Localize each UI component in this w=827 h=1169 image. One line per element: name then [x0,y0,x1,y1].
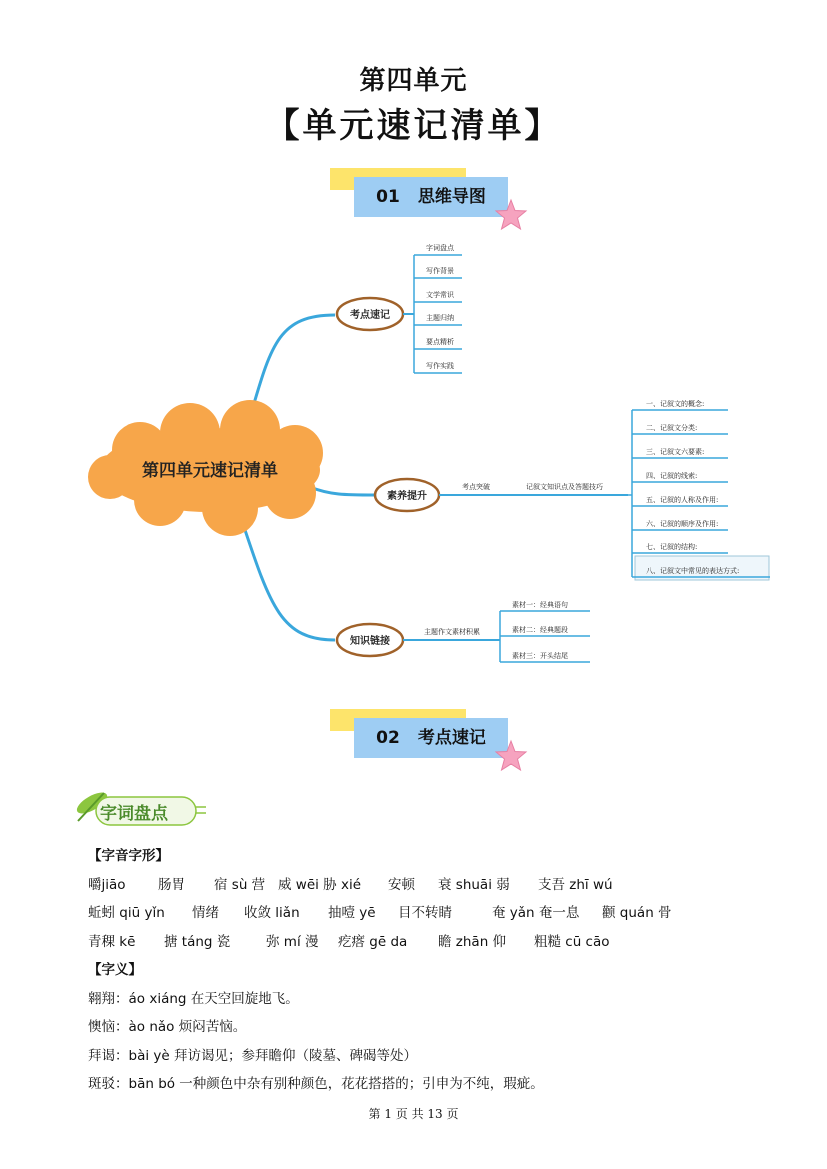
word-item: 衰 shuāi 弱 [438,876,510,893]
pronunciation-row [88,871,738,900]
page-subtitle: 【单元速记清单】 [265,106,562,146]
branch-label: 素养提升 [387,491,427,502]
word-item: 弥 mí 漫 [266,933,319,950]
leaf-item: 五、记叙的人称及作用: [646,496,719,504]
branch2-link-label: 记叙文知识点及答题技巧 [526,483,603,491]
banner-label-box [354,718,508,758]
word-item: 安顿 [388,876,415,893]
word-item: 嚼jiāo [88,876,126,893]
meaning-line: 懊恼：ào nǎo 烦闷苦恼。 [88,1019,247,1035]
study-content [88,842,738,1099]
branch-zhishi [337,611,500,662]
branch2-leaf-list [632,399,770,580]
pronunciation-heading: 【字音字形】 [88,848,169,864]
word-item: 青稞 kē [88,933,136,950]
banner-label-box [354,177,508,217]
leaf-item: 文学常识 [426,291,454,299]
branch-label: 知识链接 [350,636,390,647]
root-cloud [88,400,323,536]
word-item: 疙瘩 gē da [338,933,408,950]
page-title: 第四单元 [359,66,468,96]
branch3-link-label: 主题作文素材积累 [424,628,480,636]
pronunciation-row [88,899,738,928]
word-item: 粗糙 cū cāo [534,933,610,950]
word-item: 情绪 [192,905,219,921]
branch-curve [240,515,335,640]
leaf-item: 主题归纳 [426,314,454,322]
mind-map [80,225,780,685]
star-icon [494,739,528,773]
leaf-item: 四、记叙的线索: [646,472,698,480]
leaf-item: 素材一：经典语句 [512,601,568,609]
leaf-item: 六、记叙的顺序及作用: [646,520,719,528]
section-number: 01 [376,187,400,207]
root-label: 第四单元速记清单 [142,461,278,481]
pronunciation-row [88,928,738,957]
leaf-item: 一、记叙文的概念: [646,400,705,408]
branch-suyang [375,410,632,577]
leaf-item: 八、记叙文中常见的表达方式: [646,567,740,575]
branch-label: 考点速记 [350,310,390,321]
leaf-item: 素材二：经典题段 [512,626,568,634]
meaning-line: 拜谒：bài yè 拜访谒见；参拜瞻仰（陵墓、碑碣等处） [88,1047,417,1064]
leaf-item: 要点精析 [426,338,454,346]
word-item: 支吾 zhī wú [538,876,613,893]
word-item: 抽噎 yē [328,905,376,921]
branch-kaodian [337,255,414,373]
leaf-item: 字词盘点 [426,244,454,252]
word-item: 威 wēi 胁 xié [278,876,362,893]
word-item: 瞻 zhān 仰 [438,933,507,950]
word-item: 奄 yǎn 奄一息 [492,905,580,921]
leaf-item: 二、记叙文分类: [646,424,698,432]
word-item: 宿 sù 营 [214,876,266,893]
branch3-leaf-list [500,600,590,662]
section-label: 考点速记 [417,728,486,748]
leaf-item: 写作实践 [426,362,454,370]
branch2-link-label: 考点突破 [462,483,490,491]
word-item: 搪 táng 瓷 [164,933,231,950]
meanings-heading: 【字义】 [88,962,142,978]
word-item: 蚯蚓 qiū yǐn [88,905,165,921]
vocab-badge-label: 字词盘点 [100,804,168,824]
meaning-line: 斑驳：bān bó 一种颜色中杂有别种颜色，花花搭搭的；引申为不纯，瑕疵。 [88,1076,544,1092]
section-label: 思维导图 [417,187,486,207]
vocab-badge [72,785,212,833]
section-banner-kaodian [330,709,530,779]
word-item: 肠胃 [158,876,185,893]
branch1-leaf-list [414,243,462,373]
meaning-line: 翱翔：áo xiáng 在天空回旋地飞。 [88,990,299,1007]
leaf-item: 素材三：开头结尾 [512,652,568,660]
section-number: 02 [376,728,400,748]
leaf-item: 三、记叙文六要素: [646,448,705,456]
branch-curve [310,487,375,495]
leaf-item: 写作背景 [426,267,454,275]
word-item: 目不转睛 [398,905,452,921]
leaf-item: 七、记叙的结构: [646,543,698,551]
word-item: 收敛 liǎn [244,905,300,921]
word-item: 颧 quán 骨 [602,905,672,921]
page-footer: 第 1 页 共 13 页 [368,1107,459,1121]
